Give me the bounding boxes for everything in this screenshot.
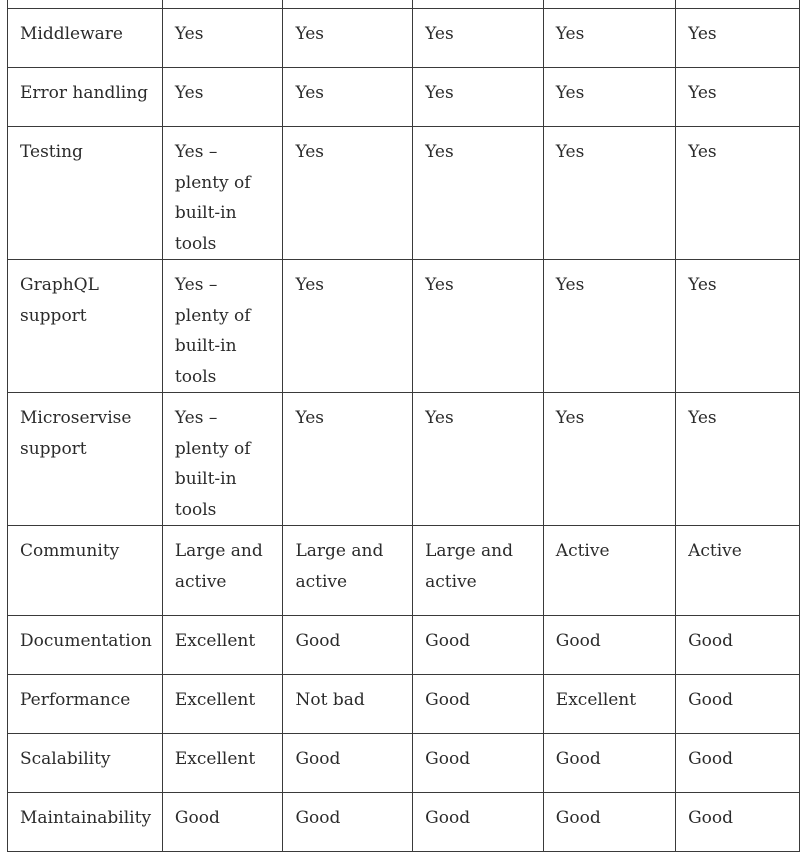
row-label: Testing (8, 127, 163, 260)
table-cell: Good (413, 675, 544, 734)
table-cell: Yes (676, 260, 800, 393)
table-cell: Good (413, 793, 544, 852)
table-cell: Excellent (162, 675, 283, 734)
table-cell: Yes (283, 68, 413, 127)
table-cell (413, 0, 544, 9)
table-cell: Yes (543, 393, 675, 526)
table-cell (8, 0, 163, 9)
table-cell: Large and active (413, 526, 544, 616)
table-row-top-partial (8, 0, 800, 9)
table-cell: Active (543, 526, 675, 616)
table-cell: Yes (676, 68, 800, 127)
table-cell: Good (543, 734, 675, 793)
table-row-testing (8, 127, 800, 260)
table-cell (676, 0, 800, 9)
comparison-table-container (7, 0, 800, 852)
row-label: Community (8, 526, 163, 616)
row-label: GraphQL support (8, 260, 163, 393)
table-cell: Yes (413, 9, 544, 68)
table-cell: Good (283, 793, 413, 852)
table-cell: Yes (413, 68, 544, 127)
table-cell: Yes (543, 127, 675, 260)
table-cell: Yes (283, 393, 413, 526)
table-cell: Good (162, 793, 283, 852)
row-label: Microservise support (8, 393, 163, 526)
table-row-microservise-support (8, 393, 800, 526)
table-cell: Good (543, 793, 675, 852)
table-cell: Excellent (543, 675, 675, 734)
table-cell: Good (543, 616, 675, 675)
table-row-middleware (8, 9, 800, 68)
table-cell: Yes (162, 9, 283, 68)
table-cell: Yes (676, 127, 800, 260)
table-cell: Excellent (162, 616, 283, 675)
table-cell: Yes (543, 260, 675, 393)
table-cell: Not bad (283, 675, 413, 734)
table-cell: Good (413, 734, 544, 793)
table-cell: Good (676, 734, 800, 793)
table-row-scalability (8, 734, 800, 793)
table-cell: Good (283, 616, 413, 675)
row-label: Scalability (8, 734, 163, 793)
table-row-performance (8, 675, 800, 734)
table-cell: Good (413, 616, 544, 675)
table-cell: Good (283, 734, 413, 793)
table-cell: Yes – plenty of built-in tools (162, 260, 283, 393)
table-cell: Excellent (162, 734, 283, 793)
table-cell: Yes (283, 127, 413, 260)
table-row-graphql-support (8, 260, 800, 393)
row-label: Documentation (8, 616, 163, 675)
row-label: Error handling (8, 68, 163, 127)
table-cell: Yes (413, 127, 544, 260)
table-cell: Good (676, 616, 800, 675)
row-label: Performance (8, 675, 163, 734)
table-cell: Yes – plenty of built-in tools (162, 127, 283, 260)
row-label: Maintainability (8, 793, 163, 852)
table-cell: Yes (413, 393, 544, 526)
table-cell: Yes (676, 393, 800, 526)
table-cell: Good (676, 675, 800, 734)
table-cell: Yes (283, 260, 413, 393)
table-cell (543, 0, 675, 9)
table-cell: Yes (283, 9, 413, 68)
table-row-error-handling (8, 68, 800, 127)
table-cell: Yes (676, 9, 800, 68)
comparison-table (7, 0, 800, 852)
table-cell: Yes (543, 9, 675, 68)
table-cell: Good (676, 793, 800, 852)
table-cell (162, 0, 283, 9)
table-cell: Large and active (162, 526, 283, 616)
table-cell (283, 0, 413, 9)
table-cell: Yes – plenty of built-in tools (162, 393, 283, 526)
table-cell: Active (676, 526, 800, 616)
table-row-documentation (8, 616, 800, 675)
table-row-community (8, 526, 800, 616)
row-label: Middleware (8, 9, 163, 68)
table-cell: Yes (413, 260, 544, 393)
table-row-maintainability (8, 793, 800, 852)
table-cell: Yes (543, 68, 675, 127)
table-cell: Large and active (283, 526, 413, 616)
table-cell: Yes (162, 68, 283, 127)
